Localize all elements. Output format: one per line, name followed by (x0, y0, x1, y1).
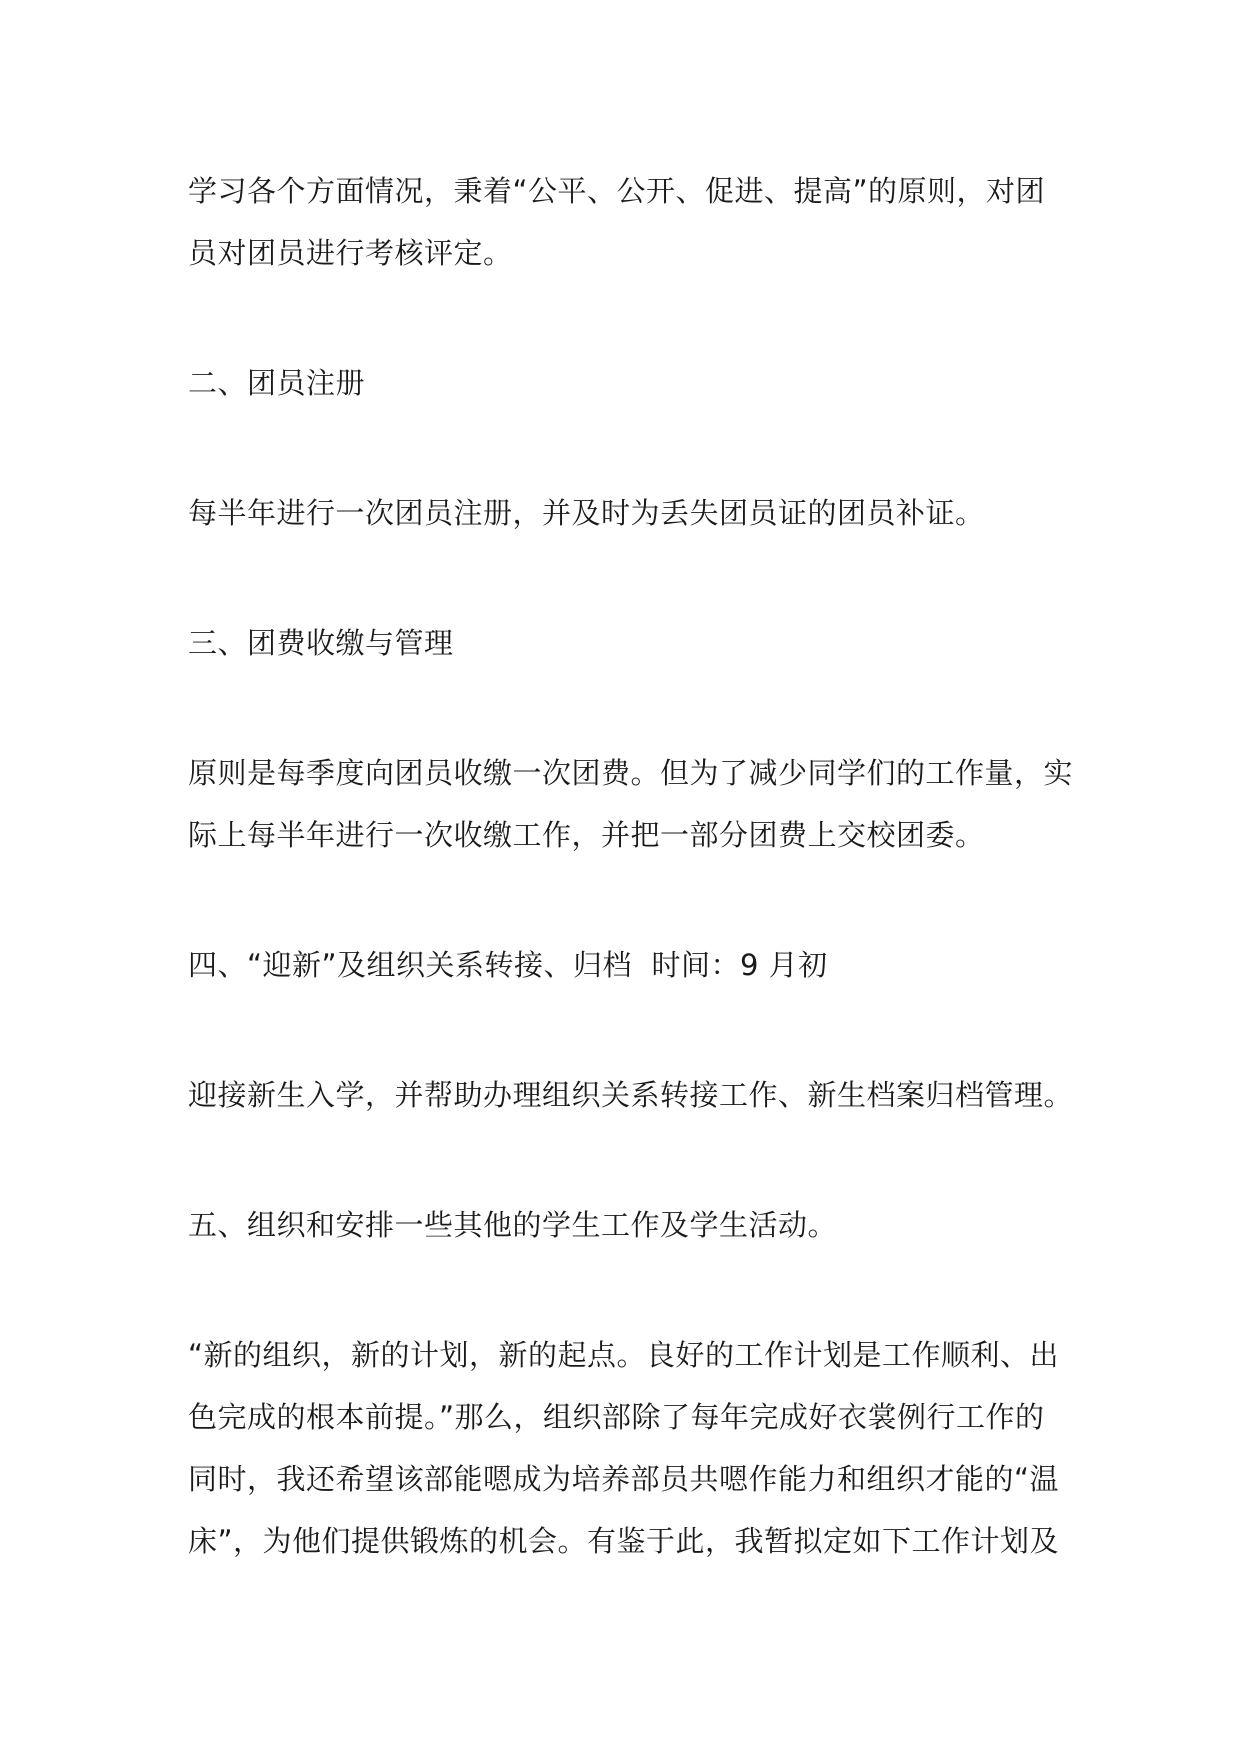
document-body (188, 160, 1074, 1572)
heading-dues-management (188, 612, 1068, 674)
text-line: 床”，为他们提供锻炼的机会。有鉴于此，我暂拟定如下工作计划及 (188, 1524, 1060, 1558)
paragraph-new-plan (188, 1324, 1068, 1572)
text-line: 同时，我还希望该部能嗯成为培养部员共嗯作能力和组织才能的“温 (188, 1462, 1060, 1496)
section-heading: 三、团费收缴与管理 (188, 626, 454, 660)
text-line: 每半年进行一次团员注册，并及时为丢失团员证的团员补证。 (188, 496, 985, 530)
section-heading: 四、“迎新”及组织关系转接、归档 时间：9 月初 (188, 948, 828, 982)
paragraph-dues (188, 742, 1074, 866)
text-line: 员对团员进行考核评定。 (188, 236, 513, 270)
heading-other-activities (188, 1194, 1068, 1256)
paragraph-welcome (188, 1064, 1074, 1126)
section-heading: 五、组织和安排一些其他的学生工作及学生活动。 (188, 1208, 838, 1242)
section-heading: 二、团员注册 (188, 366, 366, 400)
text-line: 原则是每季度向团员收缴一次团费。但为了减少同学们的工作量，实 (188, 756, 1074, 790)
heading-member-registration (188, 352, 1068, 414)
paragraph-registration (188, 482, 1068, 544)
heading-welcome-transfer (188, 934, 1068, 996)
paragraph-evaluation (188, 160, 1068, 284)
text-line: “新的组织，新的计划，新的起点。良好的工作计划是工作顺利、出 (188, 1338, 1060, 1372)
text-line: 学习各个方面情况，秉着“公平、公开、促进、提高”的原则，对团 (188, 174, 1046, 208)
text-line: 色完成的根本前提。”那么，组织部除了每年完成好衣裳例行工作的 (188, 1400, 1045, 1434)
text-line: 际上每半年进行一次收缴工作，并把一部分团费上交校团委。 (188, 818, 985, 852)
text-line: 迎接新生入学，并帮助办理组织关系转接工作、新生档案归档管理。 (188, 1078, 1074, 1112)
